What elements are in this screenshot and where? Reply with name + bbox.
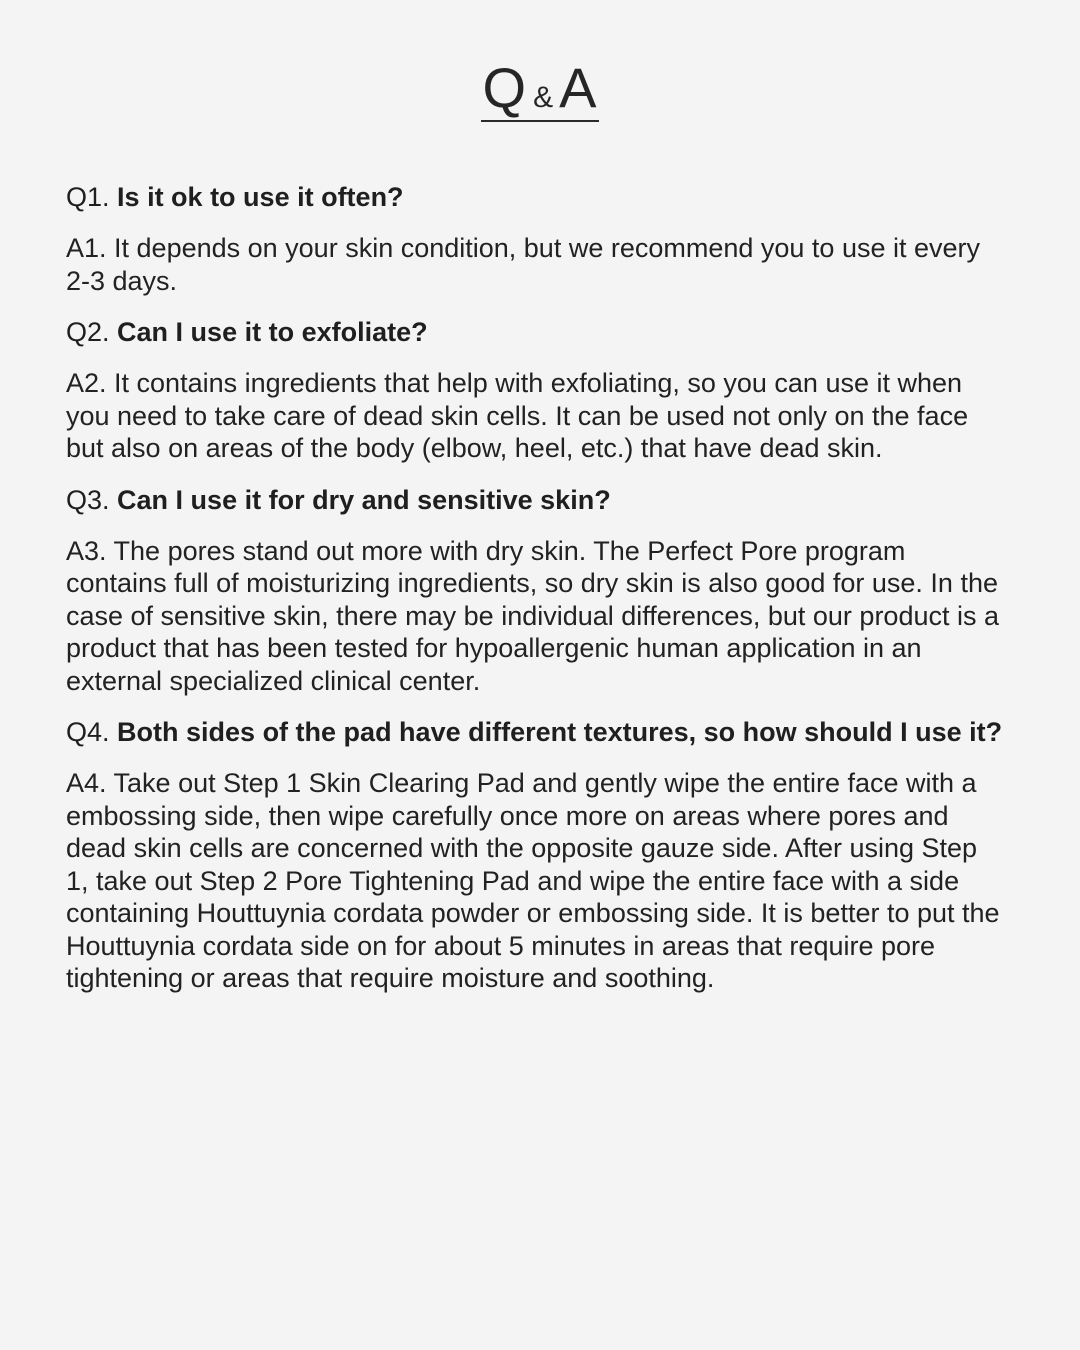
question-3 <box>66 483 1006 517</box>
question-text: Both sides of the pad have different textures, so how should I use it? <box>117 717 1003 747</box>
title-area <box>0 56 1080 122</box>
page-title <box>481 56 600 122</box>
question-number: Q2. <box>66 317 110 347</box>
answer-1: A1. It depends on your skin condition, but we recommend you to use it every 2-3 days. <box>66 233 981 296</box>
question-text: Is it ok to use it often? <box>117 182 404 212</box>
question-number: Q3. <box>66 484 110 515</box>
title-ampersand: & <box>533 81 554 114</box>
qa-list <box>66 180 1006 1013</box>
question-text: Can I use it to exfoliate? <box>117 317 428 347</box>
qa-item-1 <box>66 180 1006 297</box>
title-q: Q <box>482 56 528 119</box>
answer-4: A4. Take out Step 1 Skin Clearing Pad and gently wipe the entire face with a embossing side, then wipe carefully once more on areas where pores and dead skin cells are concerned with the opposite gauze side. After using Step 1, take out Step 2 Pore Tightening Pad and wipe the entire face with a side containing Houttuynia cordata powder or embossing side. It is better to put the Houttuynia cordata side on for about 5 minutes in areas that require pore tightening or areas that require moisture and soothing. <box>66 768 1000 993</box>
title-a: A <box>559 56 598 119</box>
qa-item-4 <box>66 715 1006 995</box>
question-4 <box>66 715 1006 749</box>
question-1 <box>66 180 1006 214</box>
question-text: Can I use it for dry and sensitive skin? <box>117 484 611 515</box>
answer-2: A2. It contains ingredients that help with exfoliating, so you can use it when you need to take care of dead skin cells. It can be used not only on the face but also on areas of the body (elbow, heel, etc.) that have dead skin. <box>66 368 969 463</box>
qa-item-2 <box>66 315 1006 465</box>
question-number: Q4. <box>66 717 110 747</box>
question-2 <box>66 315 1006 349</box>
qa-item-3 <box>66 483 1006 698</box>
answer-3: A3. The pores stand out more with dry skin. The Perfect Pore program contains full of moisturizing ingredients, so dry skin is also good for use. In the case of sensitive skin, there may be individual differences, but our product is a product that has been tested for hypoallergenic human application in an external specialized clinical center. <box>66 535 1000 696</box>
question-number: Q1. <box>66 182 110 212</box>
